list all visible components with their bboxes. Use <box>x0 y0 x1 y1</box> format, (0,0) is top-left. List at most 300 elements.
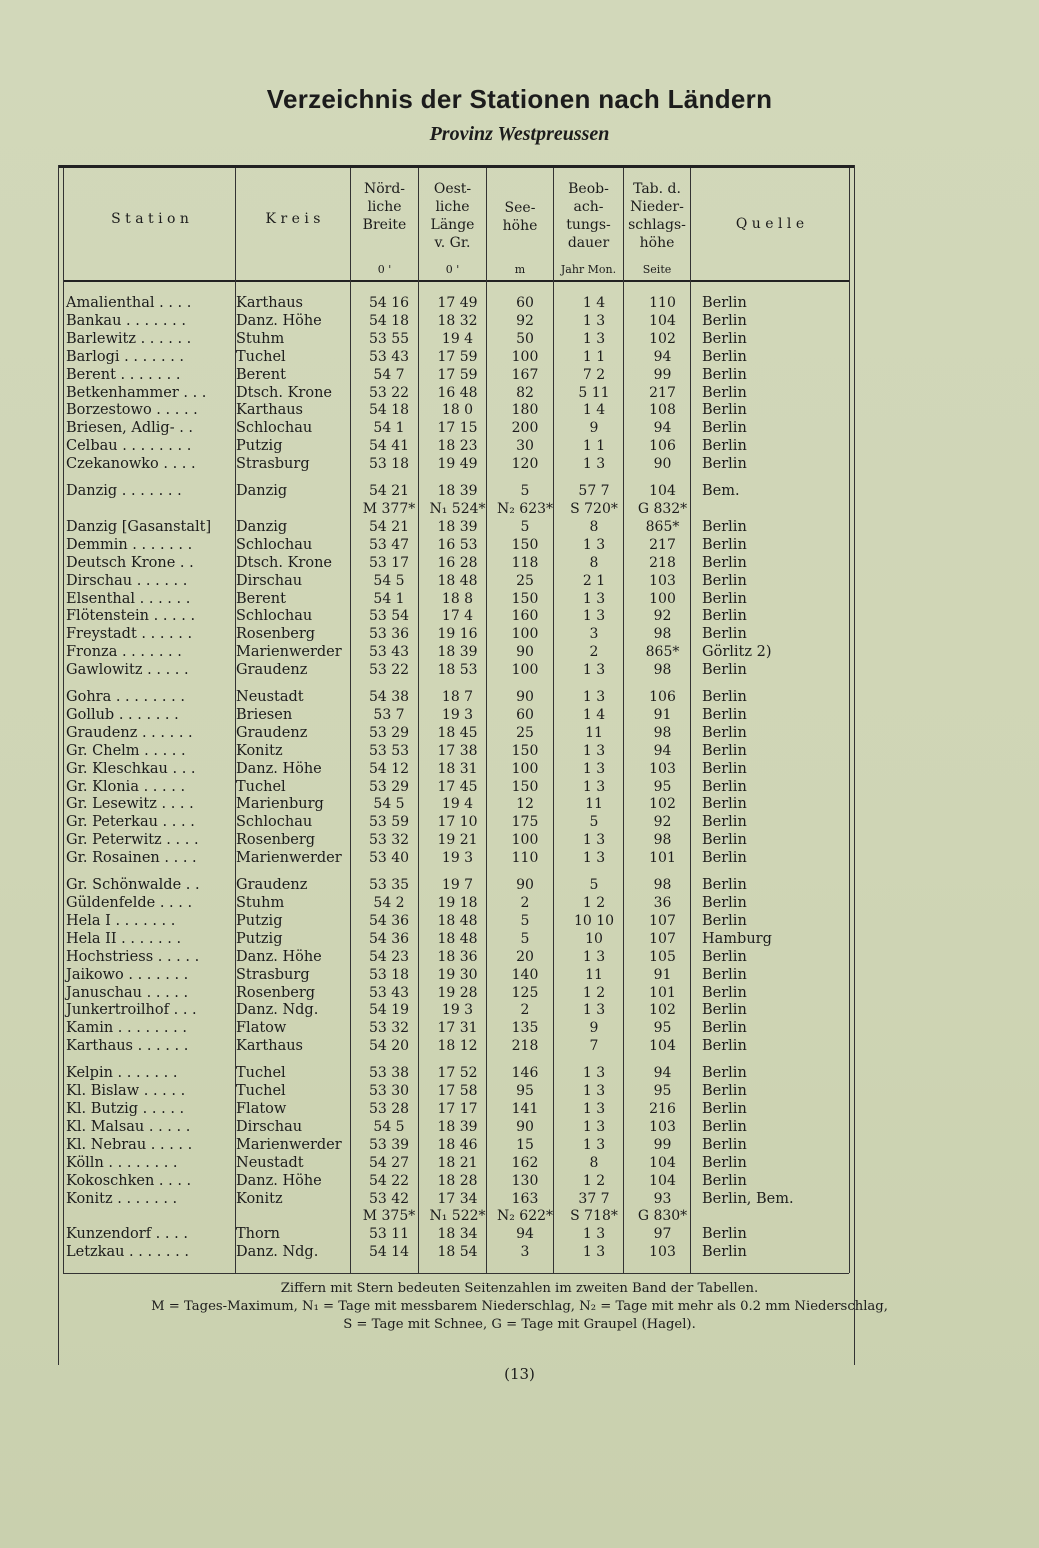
cell-station: Letzkau . . . . . . . <box>66 1244 189 1261</box>
cell-quelle: Berlin, Bem. <box>702 1190 794 1207</box>
header-breite-line: liche <box>367 199 402 215</box>
cell-quelle: Berlin <box>702 536 747 553</box>
cell-tab: 217 <box>649 384 676 401</box>
cell-breite: 54 36 <box>368 912 410 929</box>
table-row <box>66 438 832 456</box>
table-row <box>66 1119 832 1137</box>
cell-tab: 101 <box>649 984 676 1001</box>
header-quelle: Q u e l l e <box>735 216 805 232</box>
table-row <box>66 832 832 850</box>
table-row <box>66 573 832 591</box>
cell-breite: 53 47 <box>368 536 410 553</box>
cell-breite: 54 20 <box>368 1038 410 1055</box>
cell-laenge: 19 3 <box>441 706 474 723</box>
cell-see: 175 <box>511 814 539 831</box>
cell-see: 25 <box>516 724 534 741</box>
cell-see: 125 <box>511 984 539 1001</box>
cell-breite: 54 41 <box>368 438 410 455</box>
cell-beob: 1 3 <box>582 1118 606 1135</box>
cell-tab: 95 <box>653 1020 672 1037</box>
cell-tab: 865* <box>645 518 680 535</box>
cell-kreis: Marienwerder <box>236 1136 342 1153</box>
cell-tab: 99 <box>653 366 672 383</box>
cell-beob: 1 3 <box>582 1136 606 1153</box>
cell-kreis: Tuchel <box>236 348 286 365</box>
cell-station: Demmin . . . . . . . <box>66 536 193 553</box>
cell-see: N₂ 622* <box>496 1208 554 1225</box>
cell-station <box>66 501 236 519</box>
cell-see: 150 <box>511 590 539 607</box>
cell-tab: 91 <box>653 706 672 723</box>
cell-station: Borzestowo . . . . . <box>66 402 198 419</box>
cell-breite: 53 32 <box>368 1020 410 1037</box>
cell-beob: 9 <box>589 1020 599 1037</box>
cell-station: Kölln . . . . . . . . <box>66 1154 178 1171</box>
cell-beob: 7 2 <box>582 366 606 383</box>
cell-kreis: Schlochau <box>236 814 313 831</box>
cell-station: Güldenfelde . . . . <box>66 895 193 911</box>
cell-laenge: 17 58 <box>437 1083 478 1100</box>
cell-station: Gr. Peterwitz . . . . <box>66 832 199 849</box>
cell-kreis: Berent <box>236 590 286 607</box>
cell-quelle: Berlin <box>702 1065 747 1082</box>
cell-breite: 53 54 <box>368 608 410 625</box>
table-row <box>66 519 832 537</box>
cell-laenge: 18 39 <box>437 644 478 661</box>
cell-beob: 1 3 <box>582 1100 606 1117</box>
cell-breite: 53 22 <box>368 662 410 679</box>
cell-laenge: 18 36 <box>437 948 478 965</box>
cell-laenge: 18 31 <box>437 760 478 777</box>
page-subtitle: Provinz Westpreussen <box>429 123 610 145</box>
header-beob-line: tungs- <box>566 217 611 233</box>
table-row <box>66 1101 832 1119</box>
cell-tab: 98 <box>653 626 672 643</box>
cell-beob: 1 3 <box>582 1002 606 1019</box>
cell-laenge: 19 49 <box>437 456 478 473</box>
cell-tab: 92 <box>653 814 672 831</box>
cell-quelle: Berlin <box>702 1172 747 1189</box>
cell-quelle: Berlin <box>702 760 747 777</box>
cell-kreis: Karthaus <box>236 295 303 311</box>
cell-beob: 8 <box>589 554 599 571</box>
table-row <box>66 474 832 501</box>
table-row <box>66 743 832 761</box>
cell-tab: 104 <box>649 1038 676 1055</box>
table-row <box>66 985 832 1003</box>
unit-beob: Jahr Mon. <box>560 263 617 276</box>
cell-see: 218 <box>511 1038 539 1055</box>
cell-breite: 54 22 <box>368 1172 410 1189</box>
cell-breite: 53 32 <box>368 832 410 849</box>
cell-breite: 53 43 <box>368 348 410 365</box>
cell-kreis: Dirschau <box>236 1118 303 1135</box>
station-table <box>66 295 832 1262</box>
table-row <box>66 402 832 420</box>
cell-beob: 2 1 <box>582 572 606 589</box>
table-row <box>66 420 832 438</box>
header-beob-line: dauer <box>567 235 610 251</box>
unit-laenge: 0 ' <box>445 263 460 276</box>
cell-quelle: Berlin <box>702 1083 747 1100</box>
cell-quelle: Berlin <box>702 420 747 437</box>
table-row <box>66 814 832 832</box>
table-row <box>66 295 832 313</box>
cell-station: Graudenz . . . . . . <box>66 724 193 741</box>
cell-tab: 98 <box>653 662 672 679</box>
cell-laenge: 17 38 <box>437 742 478 759</box>
cell-see: 90 <box>516 689 534 706</box>
header-seehoehe-line: höhe <box>502 218 538 234</box>
cell-tab: 103 <box>649 760 676 777</box>
cell-beob: 1 3 <box>582 662 606 679</box>
table-row <box>66 913 832 931</box>
cell-beob: 10 10 <box>573 912 615 929</box>
cell-beob: 1 1 <box>582 438 606 455</box>
cell-see: N₂ 623* <box>496 500 554 517</box>
header-kreis: K r e i s <box>265 211 321 227</box>
cell-station: Dirschau . . . . . . <box>66 572 188 589</box>
cell-quelle: Berlin <box>702 312 747 329</box>
cell-laenge: 18 53 <box>437 662 478 679</box>
cell-beob: 37 7 <box>578 1190 610 1207</box>
cell-kreis: Marienwerder <box>236 850 342 867</box>
cell-beob: 5 <box>589 814 599 831</box>
table-left-border <box>58 165 59 1365</box>
cell-beob: 5 <box>589 877 599 894</box>
cell-kreis: Graudenz <box>236 877 308 894</box>
cell-see: 5 <box>520 912 530 929</box>
cell-tab: 103 <box>649 572 676 589</box>
cell-kreis: Rosenberg <box>236 984 316 1001</box>
cell-breite: 54 14 <box>368 1244 410 1261</box>
cell-kreis: Briesen <box>236 706 293 723</box>
table-row <box>66 868 832 895</box>
cell-station: Gr. Rosainen . . . . <box>66 850 197 867</box>
cell-breite: M 377* <box>362 500 416 517</box>
cell-kreis <box>236 1208 354 1226</box>
cell-laenge: 16 28 <box>437 554 478 571</box>
table-row <box>66 608 832 626</box>
cell-laenge: 18 39 <box>437 483 478 500</box>
cell-laenge: 19 18 <box>437 895 478 911</box>
cell-kreis: Neustadt <box>236 689 304 706</box>
cell-breite: 54 5 <box>373 1118 405 1135</box>
cell-station: Kl. Butzig . . . . . <box>66 1100 185 1117</box>
cell-laenge: 19 16 <box>437 626 478 643</box>
cell-kreis: Graudenz <box>236 662 308 679</box>
cell-station: Danzig [Gasanstalt] <box>66 518 212 535</box>
cell-see: 130 <box>511 1172 539 1189</box>
cell-see: 141 <box>511 1100 539 1117</box>
table-row <box>66 1137 832 1155</box>
cell-laenge: 17 59 <box>437 366 478 383</box>
cell-beob: 1 4 <box>582 402 606 419</box>
cell-kreis: Tuchel <box>236 778 286 795</box>
cell-see: 180 <box>511 402 539 419</box>
cell-laenge: 18 48 <box>437 912 478 929</box>
cell-beob: S 720* <box>570 500 618 517</box>
cell-station: Kelpin . . . . . . . <box>66 1065 178 1082</box>
cell-station: Freystadt . . . . . . <box>66 626 193 643</box>
cell-see: 146 <box>511 1065 539 1082</box>
cell-breite: 54 12 <box>368 760 410 777</box>
table-row <box>66 456 832 474</box>
unit-breite: 0 ' <box>377 263 392 276</box>
cell-breite: 53 17 <box>368 554 410 571</box>
cell-kreis: Stuhm <box>236 895 285 911</box>
cell-beob: 1 4 <box>582 706 606 723</box>
cell-quelle: Berlin <box>702 1226 747 1243</box>
cell-breite: 53 11 <box>368 1226 410 1243</box>
cell-see: 5 <box>520 483 530 500</box>
cell-see: 12 <box>516 796 534 813</box>
cell-quelle: Berlin <box>702 662 747 679</box>
cell-beob: 1 3 <box>582 1244 606 1261</box>
cell-station: Junkertroilhof . . . <box>66 1002 197 1019</box>
cell-kreis: Marienwerder <box>236 644 342 661</box>
cell-laenge: N₁ 522* <box>429 1208 486 1225</box>
cell-laenge: 18 21 <box>437 1154 478 1171</box>
cell-laenge: 19 30 <box>437 966 478 983</box>
cell-beob: 9 <box>589 420 599 437</box>
cell-kreis: Danzig <box>236 483 288 500</box>
cell-quelle: Berlin <box>702 1038 747 1055</box>
cell-see: 120 <box>511 456 539 473</box>
cell-beob: 2 <box>589 644 599 661</box>
cell-tab: G 832* <box>637 500 688 517</box>
cell-breite: 53 7 <box>373 706 405 723</box>
table-row <box>66 895 832 913</box>
cell-beob: 10 <box>585 930 603 947</box>
table-row <box>66 1191 832 1209</box>
cell-laenge: 19 28 <box>437 984 478 1001</box>
cell-beob: 1 3 <box>582 760 606 777</box>
cell-breite: 53 59 <box>368 814 410 831</box>
cell-kreis: Schlochau <box>236 608 313 625</box>
cell-kreis: Putzig <box>236 438 283 455</box>
cell-breite: 53 53 <box>368 742 410 759</box>
cell-tab: 102 <box>649 796 676 813</box>
cell-see: 100 <box>511 626 539 643</box>
cell-tab: 100 <box>649 590 676 607</box>
footnote-line: S = Tage mit Schnee, G = Tage mit Graupel (Hagel). <box>343 1317 696 1332</box>
cell-station: Gr. Lesewitz . . . . <box>66 796 194 813</box>
cell-breite: 54 16 <box>368 295 410 311</box>
cell-see: 20 <box>516 948 534 965</box>
cell-kreis: Graudenz <box>236 724 308 741</box>
cell-see: 100 <box>511 348 539 365</box>
cell-laenge: 19 3 <box>441 1002 474 1019</box>
cell-station: Kamin . . . . . . . . <box>66 1020 187 1037</box>
header-breite-line: Nörd- <box>363 181 406 197</box>
cell-kreis: Dtsch. Krone <box>236 554 332 571</box>
cell-beob: 1 3 <box>582 1065 606 1082</box>
cell-quelle: Berlin <box>702 778 747 795</box>
cell-tab: 104 <box>649 312 676 329</box>
header-tab-line: schlags- <box>628 217 686 233</box>
cell-see: 15 <box>516 1136 534 1153</box>
cell-laenge: 18 48 <box>437 572 478 589</box>
cell-kreis: Danz. Höhe <box>236 1172 322 1189</box>
page-number: (13) <box>504 1365 535 1383</box>
table-top-rule <box>58 165 854 168</box>
cell-beob: 1 3 <box>582 832 606 849</box>
cell-tab: 107 <box>649 930 676 947</box>
cell-kreis: Putzig <box>236 912 283 929</box>
cell-tab: 36 <box>653 895 672 911</box>
cell-laenge: 17 59 <box>437 348 478 365</box>
cell-kreis: Flatow <box>236 1020 287 1037</box>
cell-station: Deutsch Krone . . <box>66 554 194 571</box>
cell-station <box>66 1208 236 1226</box>
cell-see: 100 <box>511 662 539 679</box>
cell-laenge: 16 48 <box>437 384 478 401</box>
cell-kreis: Berent <box>236 366 286 383</box>
cell-breite: 54 2 <box>373 895 405 911</box>
table-row <box>66 850 832 868</box>
cell-beob: 5 11 <box>578 384 610 401</box>
cell-tab: 94 <box>653 1065 672 1082</box>
cell-kreis: Putzig <box>236 930 283 947</box>
cell-beob: 57 7 <box>578 483 610 500</box>
cell-see: 2 <box>520 895 530 911</box>
table-header-rule <box>63 280 849 282</box>
cell-quelle: Berlin <box>702 1154 747 1171</box>
cell-laenge: 18 0 <box>441 402 474 419</box>
cell-station: Betkenhammer . . . <box>66 384 207 401</box>
cell-quelle: Berlin <box>702 948 747 965</box>
cell-laenge: 18 8 <box>441 590 474 607</box>
cell-breite: 54 23 <box>368 948 410 965</box>
cell-breite: 53 28 <box>368 1100 410 1117</box>
cell-see: 150 <box>511 778 539 795</box>
cell-station: Czekanowko . . . . <box>66 456 196 473</box>
cell-station: Danzig . . . . . . . <box>66 483 182 500</box>
cell-breite: 53 43 <box>368 644 410 661</box>
cell-breite: 53 18 <box>368 966 410 983</box>
table-row <box>66 707 832 725</box>
table-row <box>66 626 832 644</box>
cell-beob: 1 3 <box>582 689 606 706</box>
cell-station: Karthaus . . . . . . <box>66 1038 189 1055</box>
header-breite-line: Breite <box>362 217 407 233</box>
table-row <box>66 367 832 385</box>
cell-beob: 1 1 <box>582 348 606 365</box>
cell-tab: G 830* <box>637 1208 688 1225</box>
cell-kreis: Thorn <box>236 1226 281 1243</box>
header-seehoehe-line: See- <box>504 200 536 216</box>
cell-kreis: Tuchel <box>236 1065 286 1082</box>
cell-kreis: Flatow <box>236 1100 287 1117</box>
cell-station: Bankau . . . . . . . <box>66 312 186 329</box>
cell-beob: 1 3 <box>582 536 606 553</box>
cell-breite: 53 43 <box>368 984 410 1001</box>
cell-see: 82 <box>516 384 534 401</box>
cell-kreis <box>236 501 354 519</box>
page-title: Verzeichnis der Stationen nach Ländern <box>266 84 773 114</box>
cell-laenge: 19 7 <box>441 877 474 894</box>
cell-laenge: 18 34 <box>437 1226 478 1243</box>
table-row <box>66 1020 832 1038</box>
cell-station: Briesen, Adlig- . . <box>66 420 194 437</box>
cell-see: 163 <box>511 1190 539 1207</box>
cell-laenge: 17 34 <box>437 1190 478 1207</box>
cell-see: 95 <box>516 1083 534 1100</box>
cell-beob: 8 <box>589 518 599 535</box>
cell-tab: 102 <box>649 1002 676 1019</box>
cell-kreis: Danz. Höhe <box>236 312 322 329</box>
cell-see: 140 <box>511 966 539 983</box>
cell-quelle: Berlin <box>702 1100 747 1117</box>
cell-tab: 98 <box>653 877 672 894</box>
cell-kreis: Danz. Ndg. <box>236 1244 319 1261</box>
cell-breite: 54 27 <box>368 1154 410 1171</box>
cell-see: 200 <box>511 420 539 437</box>
cell-laenge: 18 48 <box>437 930 478 947</box>
cell-laenge: 16 53 <box>437 536 478 553</box>
cell-station: Amalienthal . . . . <box>66 295 192 311</box>
cell-see: 90 <box>516 1118 534 1135</box>
cell-station: Fronza . . . . . . . <box>66 644 182 661</box>
cell-tab: 94 <box>653 742 672 759</box>
cell-beob: 1 3 <box>582 1226 606 1243</box>
cell-kreis: Rosenberg <box>236 832 316 849</box>
header-laenge-line: v. Gr. <box>434 235 471 251</box>
cell-see: 60 <box>516 706 534 723</box>
cell-tab: 217 <box>649 536 676 553</box>
cell-station: Kl. Nebrau . . . . . <box>66 1136 193 1153</box>
cell-kreis: Danz. Höhe <box>236 948 322 965</box>
cell-see: 135 <box>511 1020 539 1037</box>
table-row <box>66 1208 832 1226</box>
cell-station: Gr. Klonia . . . . . <box>66 778 186 795</box>
cell-breite: M 375* <box>362 1208 416 1225</box>
cell-tab: 98 <box>653 832 672 849</box>
table-row <box>66 1056 832 1083</box>
table-bottom-rule <box>63 1273 849 1274</box>
cell-beob: 1 3 <box>582 948 606 965</box>
cell-beob: 1 4 <box>582 295 606 311</box>
cell-quelle <box>696 1208 832 1226</box>
cell-kreis: Tuchel <box>236 1083 286 1100</box>
cell-quelle: Berlin <box>702 590 747 607</box>
cell-quelle: Berlin <box>702 456 747 473</box>
header-laenge-line: Länge <box>430 217 475 233</box>
cell-see: 150 <box>511 536 539 553</box>
table-row <box>66 1155 832 1173</box>
header-seehoehe <box>487 199 553 235</box>
cell-quelle: Berlin <box>702 895 747 911</box>
cell-quelle: Berlin <box>702 366 747 383</box>
table-row <box>66 967 832 985</box>
cell-kreis: Konitz <box>236 742 283 759</box>
cell-laenge: 18 32 <box>437 312 478 329</box>
cell-tab: 94 <box>653 420 672 437</box>
header-station: S t a t i o n <box>111 211 189 227</box>
cell-station: Berent . . . . . . . <box>66 366 181 383</box>
cell-quelle: Berlin <box>702 1136 747 1153</box>
table-row <box>66 1173 832 1191</box>
cell-station: Elsenthal . . . . . . <box>66 590 191 607</box>
cell-tab: 90 <box>653 456 672 473</box>
cell-station: Kl. Malsau . . . . . <box>66 1118 191 1135</box>
cell-see: 160 <box>511 608 539 625</box>
table-row <box>66 591 832 609</box>
cell-breite: 53 29 <box>368 778 410 795</box>
cell-laenge: 19 3 <box>441 850 474 867</box>
cell-beob: 1 3 <box>582 312 606 329</box>
